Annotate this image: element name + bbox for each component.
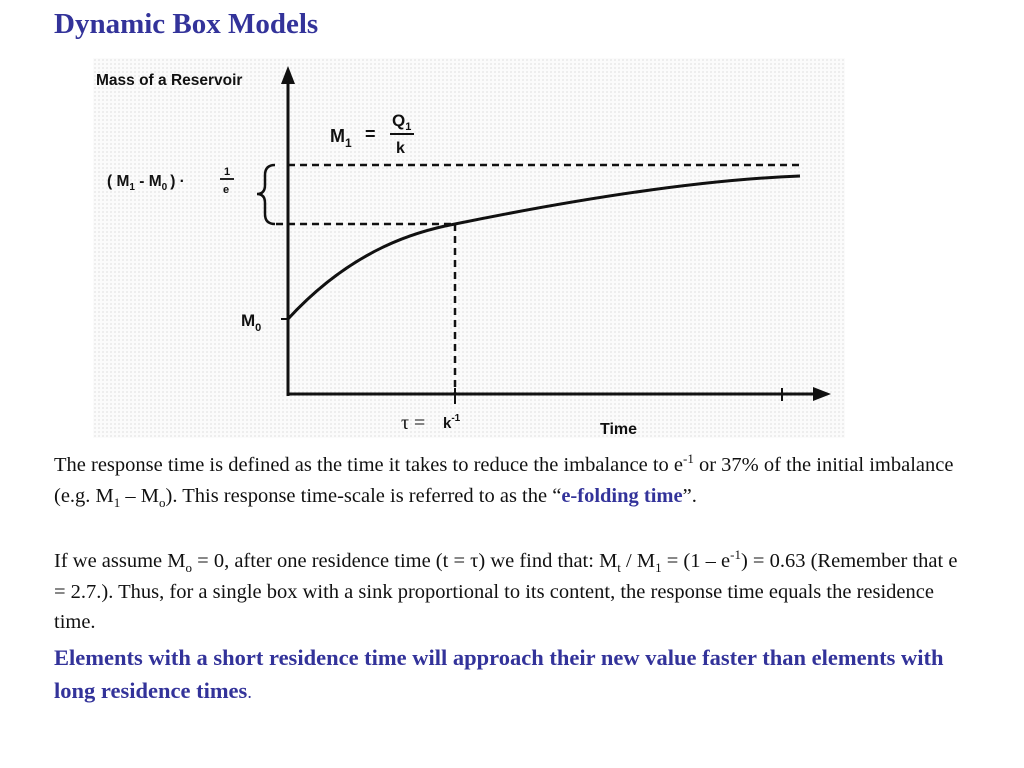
slide-title: Dynamic Box Models — [54, 8, 319, 40]
x-axis-label: Time — [600, 421, 638, 438]
y-axis-arrow — [281, 66, 295, 84]
svg-text:Q1 — [392, 111, 411, 133]
q1-symbol: Q — [392, 111, 406, 130]
m1-symbol: M — [330, 126, 345, 146]
conclusion-statement: Elements with a short residence time will approach their new value faster than elements with long residence times. — [54, 645, 944, 703]
tau-label — [401, 412, 461, 434]
e-folding-time-term: e-folding time — [561, 484, 683, 507]
q1-subscript: 1 — [405, 121, 412, 133]
m1-subscript: 1 — [345, 136, 352, 150]
k-denominator: k — [396, 140, 405, 157]
m0-label: $M_0$ — [241, 311, 262, 334]
svg-text:τ =: τ = — [401, 412, 426, 434]
response-curve — [288, 176, 800, 319]
one-over-e-numerator: 1 — [224, 166, 231, 178]
figure-svg — [93, 58, 845, 438]
x-axis-arrow — [813, 387, 831, 401]
m1-equals: = — [365, 124, 376, 144]
one-over-e-denominator: e — [223, 184, 230, 196]
response-curve-figure — [93, 58, 845, 438]
response-time-definition: The response time is defined as the time it takes to reduce the imbalance to $e^{-1}$ or 37% of the initial imbalance (e.g. $M_1 - M_o$). This response time-scale is referred to as the “e-folding time”. — [54, 451, 954, 510]
imbalance-label — [107, 166, 234, 196]
svg-text:( M1 - M0) ·: ( $M_1 - M_0$ ) · — [107, 173, 185, 193]
imbalance-brace — [257, 165, 275, 224]
residence-time-explanation: If we assume $M_o = 0$, after one residence time (t = τ) we find that: $M_t / M_1 = (1 - e^{-1}) = 0.63$ (Remember that e = 2.7.). Thus, for a single box with a sink proportional to its content, the response time equals the residence time. — [54, 547, 958, 633]
svg-text:k-1: $k^{-1}$ — [443, 413, 461, 432]
m1-formula — [330, 111, 414, 157]
svg-text:M1 — [330, 126, 352, 150]
y-axis-label: Mass of a Reservoir — [96, 72, 243, 89]
